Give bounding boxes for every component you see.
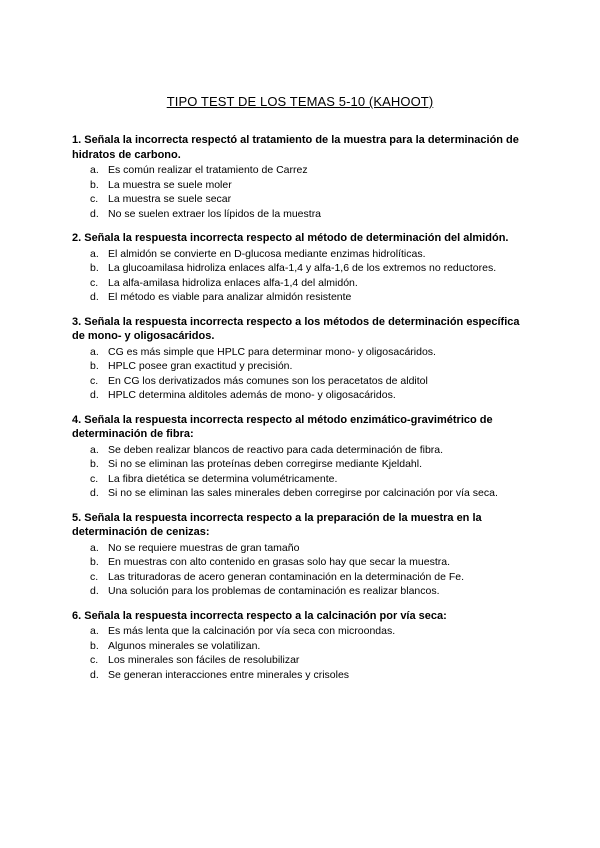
option-item — [72, 653, 532, 668]
option-letter: b. — [90, 178, 99, 191]
option-letter: d. — [90, 487, 99, 499]
option-letter: a. — [90, 625, 99, 637]
option-item — [72, 457, 532, 472]
option-letter: b. — [90, 556, 99, 568]
option-letter: b. — [90, 262, 99, 274]
option-item — [72, 178, 532, 193]
question-4 — [72, 413, 532, 501]
option-text: El almidón se convierte en D-glucosa mediante enzimas hidrolíticas. — [108, 247, 426, 260]
option-letter: c. — [90, 472, 99, 485]
option-text: El método es viable para analizar almidón resistente — [108, 291, 352, 303]
option-item — [72, 668, 532, 683]
option-item — [72, 207, 532, 222]
option-letter: c. — [90, 654, 99, 666]
option-letter: b. — [90, 639, 99, 652]
option-item — [72, 359, 532, 374]
option-item — [72, 555, 532, 570]
question-text: 4. Señala la respuesta incorrecta respecto al método enzimático-gravimétrico de determinación de fibra: — [72, 413, 493, 440]
option-item — [72, 261, 532, 276]
question-text: 1. Señala la incorrecta respectó al tratamiento de la muestra para la determinación de hidratos de carbono. — [72, 134, 519, 161]
option-list — [72, 163, 532, 221]
option-letter: a. — [90, 164, 99, 176]
option-text: Las trituradoras de acero generan contaminación en la determinación de Fe. — [108, 570, 465, 583]
option-letter: a. — [90, 345, 99, 358]
option-list — [72, 443, 532, 501]
option-text: La muestra se suele secar — [108, 193, 232, 205]
question-text: 6. Señala la respuesta incorrecta respecto a la calcinación por vía seca: — [72, 609, 447, 622]
option-letter: d. — [90, 207, 99, 220]
option-item — [72, 584, 532, 599]
option-item — [72, 541, 532, 556]
option-text: Los minerales son fáciles de resolubilizar — [108, 654, 300, 666]
option-text: La fibra dietética se determina volumétricamente. — [108, 472, 338, 485]
option-letter: d. — [90, 291, 99, 303]
option-letter: d. — [90, 668, 99, 681]
question-text: 2. Señala la respuesta incorrecta respecto al método de determinación del almidón. — [72, 232, 509, 244]
option-letter: d. — [90, 585, 99, 597]
option-list — [72, 541, 532, 599]
option-item — [72, 192, 532, 207]
option-item — [72, 472, 532, 487]
option-text: HPLC posee gran exactitud y precisión. — [108, 360, 293, 372]
option-item — [72, 570, 532, 585]
question-list — [72, 133, 532, 692]
option-text: Si no se eliminan las proteínas deben corregirse mediante Kjeldahl. — [108, 458, 423, 470]
option-item — [72, 345, 532, 360]
question-5 — [72, 511, 532, 599]
question-text: 5. Señala la respuesta incorrecta respecto a la preparación de la muestra en la determinación de cenizas: — [72, 511, 482, 538]
option-text: Es más lenta que la calcinación por vía seca con microondas. — [108, 625, 396, 637]
option-item — [72, 443, 532, 458]
page-title: TIPO TEST DE LOS TEMAS 5-10 (KAHOOT) — [166, 94, 434, 109]
option-text: Se generan interacciones entre minerales y crisoles — [108, 668, 350, 681]
question-3 — [72, 315, 532, 403]
question-1 — [72, 133, 532, 221]
option-text: En muestras con alto contenido en grasas solo hay que secar la muestra. — [108, 556, 451, 568]
option-item — [72, 163, 532, 178]
option-text: Se deben realizar blancos de reactivo para cada determinación de fibra. — [108, 443, 444, 456]
option-letter: b. — [90, 360, 99, 372]
option-text: La alfa-amilasa hidroliza enlaces alfa-1,4 del almidón. — [108, 276, 358, 289]
option-text: Es común realizar el tratamiento de Carrez — [108, 164, 308, 176]
option-letter: c. — [90, 374, 99, 387]
option-item — [72, 247, 532, 262]
option-text: HPLC determina alditoles además de mono- y oligosacáridos. — [108, 389, 396, 401]
question-6 — [72, 609, 532, 683]
option-list — [72, 624, 532, 682]
option-letter: a. — [90, 541, 99, 554]
option-letter: a. — [90, 247, 99, 260]
option-item — [72, 276, 532, 291]
option-letter: a. — [90, 443, 99, 456]
option-list — [72, 345, 532, 403]
option-letter: c. — [90, 193, 99, 205]
option-letter: c. — [90, 276, 99, 289]
option-text: Una solución para los problemas de contaminación es realizar blancos. — [108, 585, 440, 597]
option-text: Si no se eliminan las sales minerales deben corregirse por calcinación por vía seca. — [108, 487, 498, 499]
option-letter: c. — [90, 570, 99, 583]
option-item — [72, 486, 532, 501]
option-text: No se requiere muestras de gran tamaño — [108, 541, 300, 554]
option-item — [72, 374, 532, 389]
option-text: La muestra se suele moler — [108, 178, 232, 191]
option-item — [72, 624, 532, 639]
option-letter: b. — [90, 458, 99, 470]
option-text: Algunos minerales se volatilizan. — [108, 639, 261, 652]
option-list — [72, 247, 532, 305]
option-text: La glucoamilasa hidroliza enlaces alfa-1,4 y alfa-1,6 de los extremos no reductores. — [108, 262, 497, 274]
option-letter: d. — [90, 389, 99, 401]
option-text: CG es más simple que HPLC para determinar mono- y oligosacáridos. — [108, 345, 436, 358]
question-2 — [72, 231, 532, 305]
option-text: En CG los derivatizados más comunes son los peracetatos de alditol — [108, 374, 428, 387]
option-item — [72, 388, 532, 403]
question-text: 3. Señala la respuesta incorrecta respecto a los métodos de determinación específica de mono- y oligosacáridos. — [72, 315, 520, 342]
option-text: No se suelen extraer los lípidos de la muestra — [108, 207, 322, 220]
option-item — [72, 639, 532, 654]
option-item — [72, 290, 532, 305]
